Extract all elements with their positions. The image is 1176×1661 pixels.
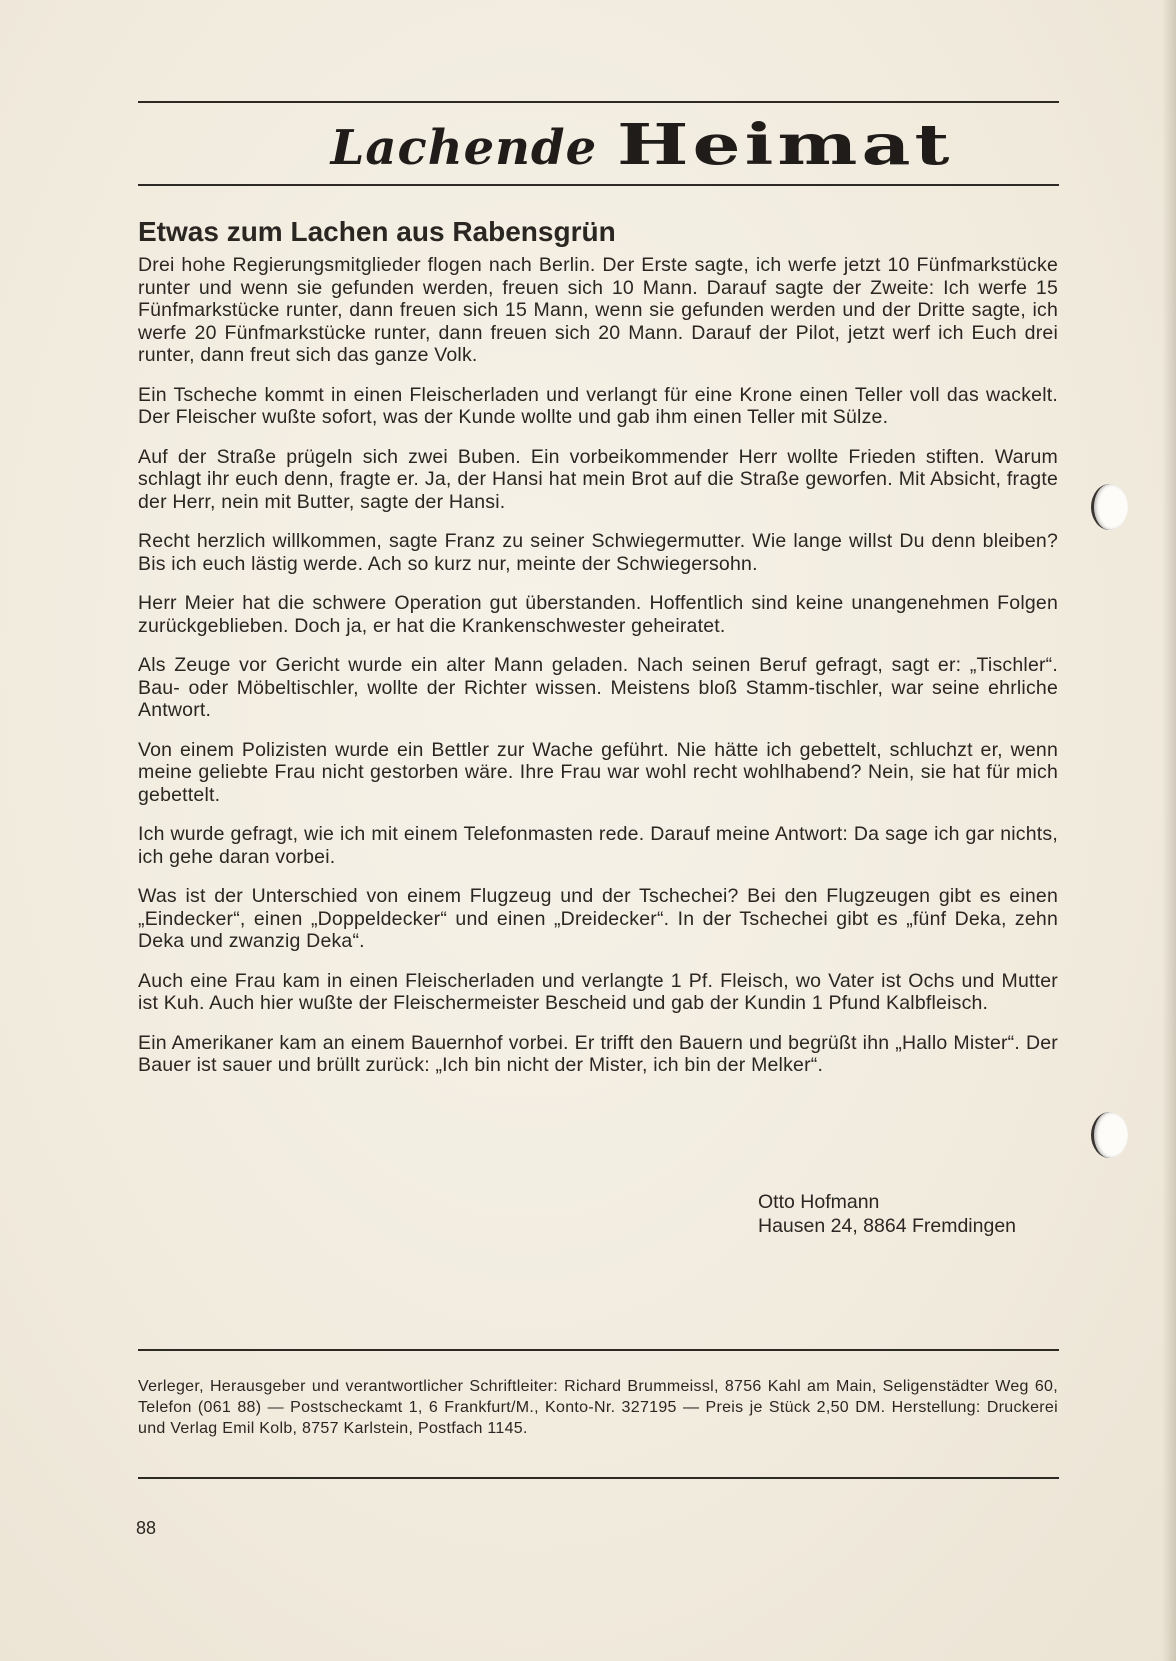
masthead <box>138 112 1059 176</box>
paragraph: Ein Tscheche kommt in einen Fleischerladen und verlangt für eine Krone einen Teller voll das wackelt. Der Fleischer wußte sofort, was der Kunde wollte und gab ihm einen Teller mit Sülze. <box>138 383 1058 428</box>
article-heading: Etwas zum Lachen aus Rabensgrün <box>138 216 616 247</box>
masthead-word-2: Heimat <box>617 112 954 178</box>
paragraph: Drei hohe Regierungsmitglieder flogen nach Berlin. Der Erste sagte, ich werfe jetzt 10 Fünfmarkstücke runter und wenn sie gefunden werden, freuen sich 10 Mann. Darauf sagte der Zweite: Ich werfe 15 Fünfmarkstücke runter, dann freuen sich 15 Mann, wenn sie gefunden werden und der Dritte sagte, ich werfe 20 Fünfmarkstücke runter, dann freuen sich 20 Mann. Darauf der Pilot, jetzt werf ich Euch drei runter, dann freut sich das ganze Volk. <box>138 254 1058 366</box>
author-address: Hausen 24, 8864 Fremdingen <box>758 1215 1017 1237</box>
page-edge-shadow <box>1162 0 1176 1661</box>
paragraph: Von einem Polizisten wurde ein Bettler zur Wache geführt. Nie hätte ich gebettelt, schluchzt er, wenn meine geliebte Frau nicht gestorben wäre. Ihre Frau war wohl recht wohlhabend? Nein, sie hat für mich gebettelt. <box>138 738 1058 806</box>
paragraph: Ein Amerikaner kam an einem Bauernhof vorbei. Er trifft den Bauern und begrüßt ihn „Hallo Mister“. Der Bauer ist sauer und brüllt zurück: „Ich bin nicht der Mister, ich bin der Melker“. <box>138 1031 1058 1076</box>
paragraph: Auch eine Frau kam in einen Fleischerladen und verlangte 1 Pf. Fleisch, wo Vater ist Ochs und Mutter ist Kuh. Auch hier wußte der Fleischermeister Bescheid und gab der Kundin 1 Pfund Kalbfleisch. <box>138 969 1058 1014</box>
imprint: Verleger, Herausgeber und verantwortlicher Schriftleiter: Richard Brummeissl, 8756 Kahl am Main, Seligenstädter Weg 60, Telefon (061 88) — Postscheckamt 1, 6 Frankfurt/M., Konto-Nr. 327195 — Preis je Stück 2,50 DM. Herstellung: Druckerei und Verlag Emil Kolb, 8757 Karlstein, Postfach 1145. <box>138 1378 1058 1437</box>
punch-hole <box>1091 484 1128 530</box>
paragraph: Was ist der Unterschied von einem Flugzeug und der Tschechei? Bei den Flugzeugen gibt es einen „Eindecker“, einen „Doppeldecker“ und einen „Dreidecker“. In der Tschechei gibt es „fünf Deka, zehn Deka und zwanzig Deka“. <box>138 885 1058 952</box>
page-number: 88 <box>136 1518 157 1538</box>
paragraph: Herr Meier hat die schwere Operation gut überstanden. Hoffentlich sind keine unangenehmen Folgen zurückgeblieben. Doch ja, er hat die Krankenschwester geheiratet. <box>138 592 1058 637</box>
imprint-top-rule <box>138 1349 1059 1351</box>
masthead-word-1: Lachende <box>330 120 598 176</box>
masthead-top-rule <box>138 101 1059 103</box>
paragraph: Als Zeuge vor Gericht wurde ein alter Mann geladen. Nach seinen Beruf gefragt, sagt er: „Tischler“. Bau- oder Möbeltischler, wollte der Richter wissen. Meistens bloß Stamm-tischler, war seine ehrliche Antwort. <box>138 654 1058 721</box>
author-signature <box>758 1190 1016 1238</box>
paragraph: Auf der Straße prügeln sich zwei Buben. Ein vorbeikommender Herr wollte Frieden stiften. Warum schlagt ihr euch denn, fragte er. Ja, der Hansi hat mein Brot auf die Straße geworfen. Mit Absicht, fragte der Herr, nein mit Butter, sagte der Hansi. <box>138 445 1058 513</box>
paragraph: Ich wurde gefragt, wie ich mit einem Telefonmasten rede. Darauf meine Antwort: Da sage ich gar nichts, ich gehe daran vorbei. <box>138 823 1058 868</box>
author-name: Otto Hofmann <box>758 1191 880 1213</box>
punch-hole <box>1091 1112 1128 1158</box>
article-body <box>138 254 1058 1094</box>
masthead-bottom-rule <box>138 184 1059 186</box>
imprint-bottom-rule <box>138 1477 1059 1479</box>
paragraph: Recht herzlich willkommen, sagte Franz zu seiner Schwiegermutter. Wie lange willst Du denn bleiben? Bis ich euch lästig werde. Ach so kurz nur, meinte der Schwiegersohn. <box>138 530 1058 575</box>
